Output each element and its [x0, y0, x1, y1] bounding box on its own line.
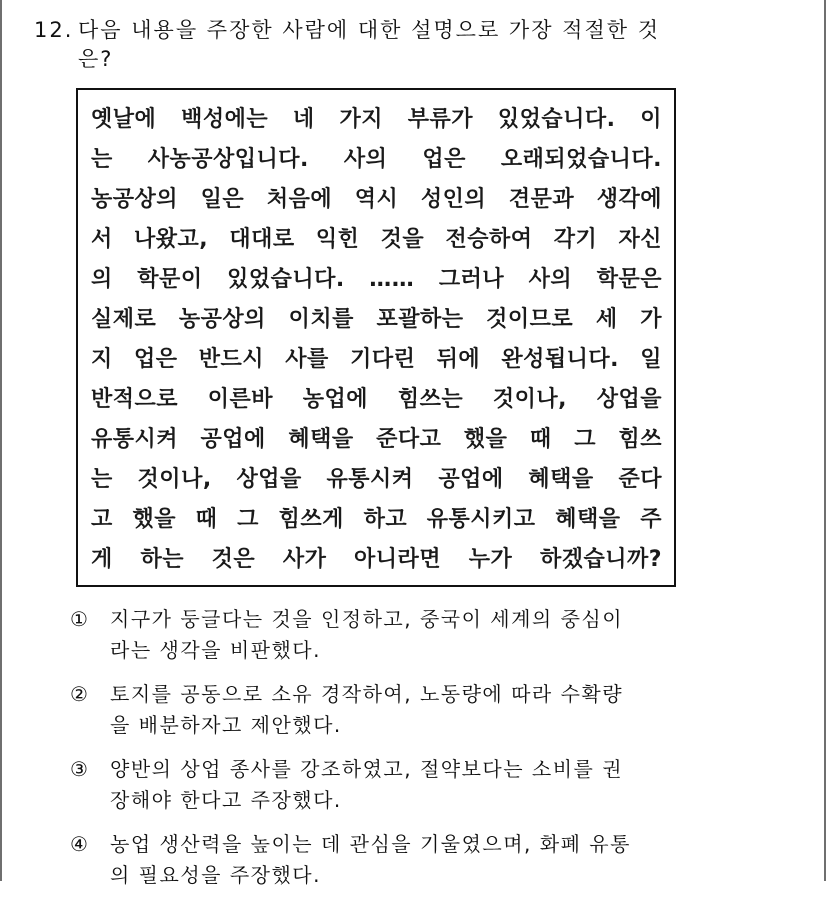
passage-line: 유통시켜 공업에 혜택을 준다고 했을 때 그 힘쓰 — [91, 427, 662, 452]
choice-2[interactable] — [70, 679, 790, 741]
passage-line: 는 것이나, 상업을 유통시켜 공업에 혜택을 준다 — [91, 467, 662, 492]
passage-line: 게 하는 것은 사가 아니라면 누가 하겠습니까? — [91, 547, 662, 572]
passage-line: 실제로 농공상의 이치를 포괄하는 것이므로 세 가 — [91, 307, 662, 332]
choice-3[interactable] — [70, 754, 790, 816]
passage-line: 농공상의 일은 처음에 역시 성인의 견문과 생각에 — [91, 187, 662, 212]
passage-line: 의 학문이 있었습니다. …… 그러나 사의 학문은 — [91, 267, 662, 292]
question-stem — [34, 16, 774, 74]
choice-3-line-1: 양반의 상업 종사를 강조하였고, 절약보다는 소비를 권 — [110, 757, 624, 781]
choice-marker-4: ④ — [70, 832, 90, 856]
passage-box — [76, 88, 676, 587]
passage-line: 지 업은 반드시 사를 기다린 뒤에 완성됩니다. 일 — [91, 347, 662, 372]
passage-line: 고 했을 때 그 힘쓰게 하고 유통시키고 혜택을 주 — [91, 507, 662, 532]
passage-line: 옛날에 백성에는 네 가지 부류가 있었습니다. 이 — [91, 107, 662, 132]
passage-line: 는 사농공상입니다. 사의 업은 오래되었습니다. — [91, 147, 662, 172]
choice-1-line-2: 라는 생각을 비판했다. — [110, 638, 321, 662]
question-line-2: 은? — [78, 47, 114, 71]
choice-3-line-2: 장해야 한다고 주장했다. — [110, 788, 342, 812]
question-line-1 — [34, 16, 774, 45]
choice-marker-3: ③ — [70, 757, 90, 781]
choice-1-line-1: 지구가 둥글다는 것을 인정하고, 중국이 세계의 중심이 — [110, 607, 624, 631]
choice-2-line-2: 을 배분하자고 제안했다. — [110, 713, 342, 737]
choice-marker-2: ② — [70, 682, 90, 706]
choice-4-line-2: 의 필요성을 주장했다. — [110, 863, 321, 887]
choice-1[interactable] — [70, 604, 790, 666]
choice-4[interactable] — [70, 829, 790, 891]
passage-line: 반적으로 이른바 농업에 힘쓰는 것이나, 상업을 — [91, 387, 662, 412]
choice-marker-1: ① — [70, 607, 90, 631]
question-text: 다음 내용을 주장한 사람에 대한 설명으로 가장 적절한 것 — [78, 18, 660, 42]
choice-2-line-1: 토지를 공동으로 소유 경작하여, 노동량에 따라 수확량 — [110, 682, 624, 706]
passage-line: 서 나왔고, 대대로 익힌 것을 전승하여 각기 자신 — [91, 227, 662, 252]
choice-4-line-1: 농업 생산력을 높이는 데 관심을 기울였으며, 화폐 유통 — [110, 832, 631, 856]
question-number: 12. — [34, 18, 74, 42]
answer-choices — [70, 604, 790, 904]
